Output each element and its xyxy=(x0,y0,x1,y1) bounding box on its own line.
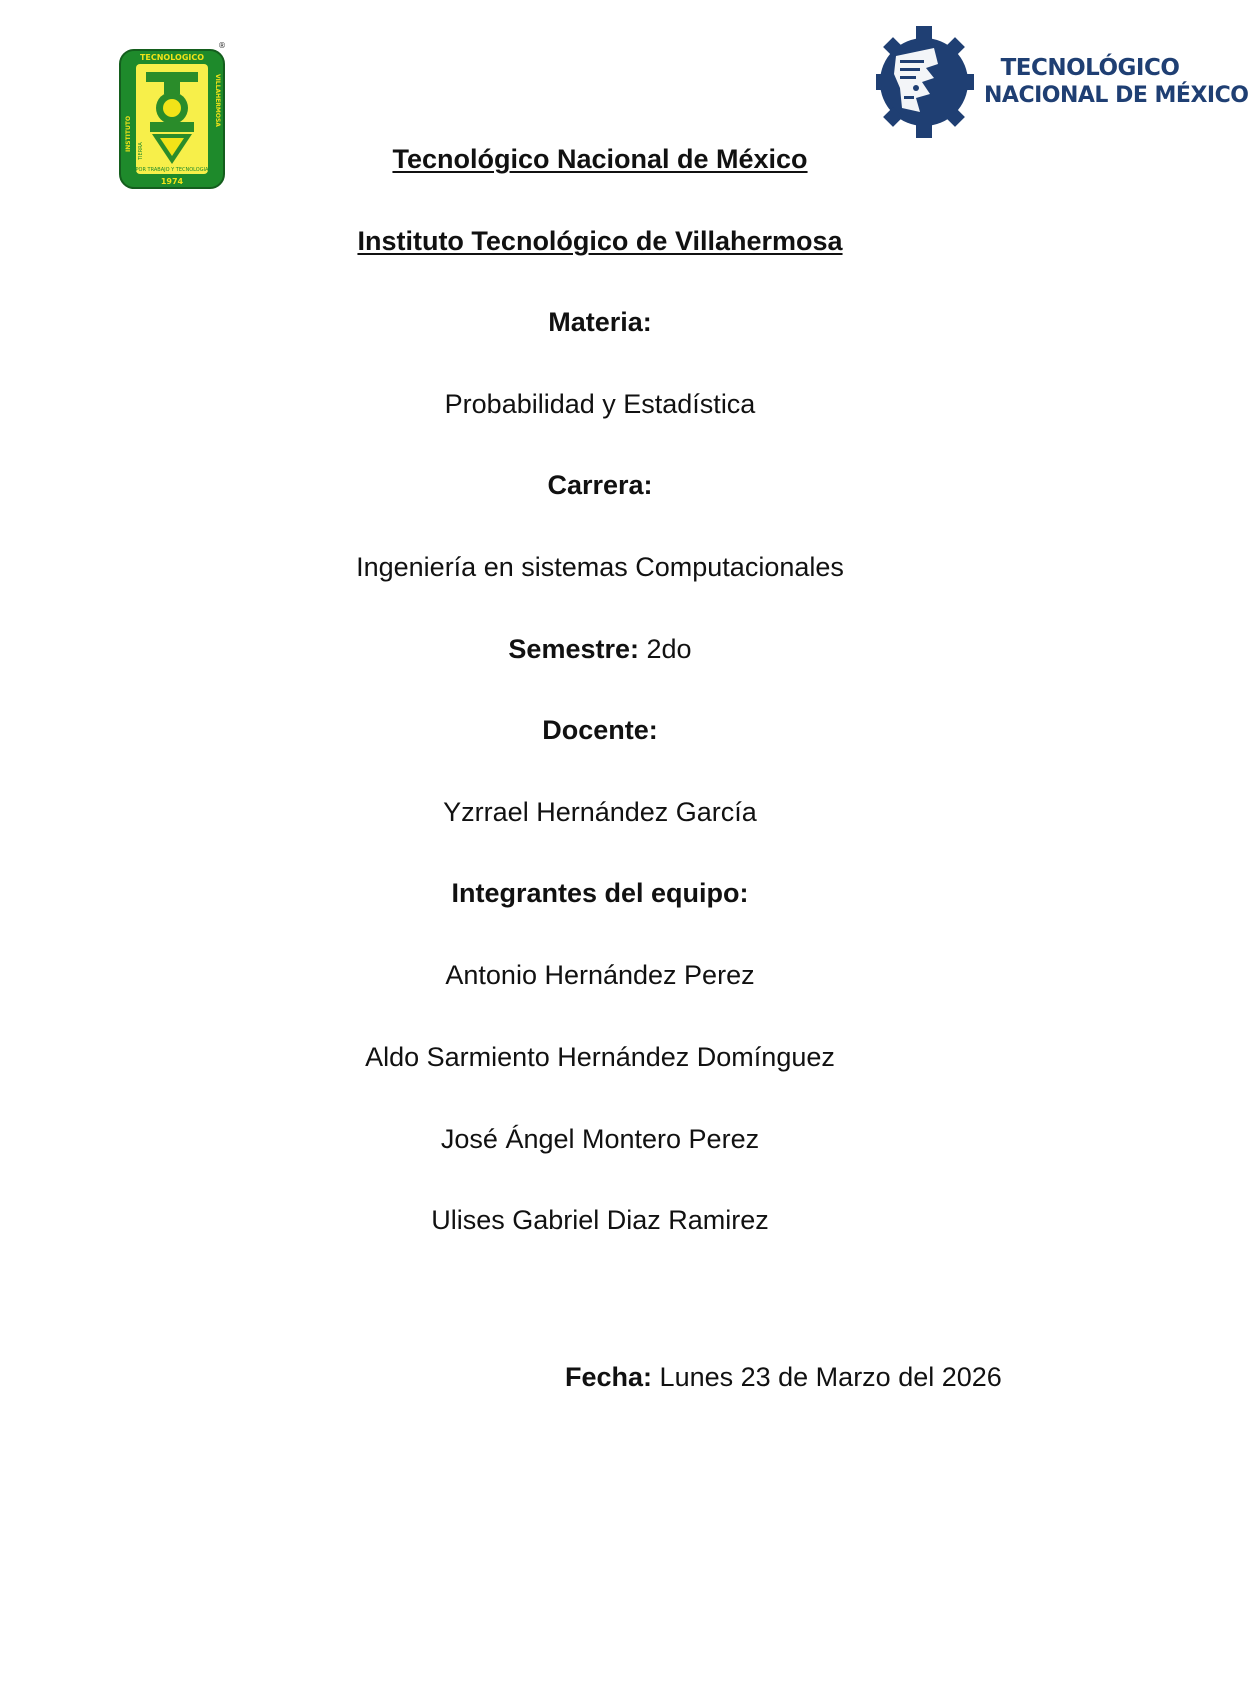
semestre-value: 2do xyxy=(646,634,692,664)
registered-mark: ® xyxy=(218,41,226,50)
badge-side-right-text: VILLAHERMOSA xyxy=(214,74,221,127)
fecha-value: Lunes 23 de Marzo del 2026 xyxy=(659,1362,1002,1392)
itvh-logo xyxy=(118,42,230,190)
fecha-line xyxy=(565,1360,1002,1394)
fecha-label: Fecha: xyxy=(565,1362,653,1392)
materia-label: Materia: xyxy=(548,307,652,337)
badge-motto-left-text: TIERRA xyxy=(138,142,144,160)
member-item: Ulises Gabriel Diaz Ramirez xyxy=(431,1205,769,1235)
equipo-label: Integrantes del equipo: xyxy=(451,878,749,908)
semestre-label: Semestre: xyxy=(508,634,639,664)
badge-top-text: TECNOLOGICO xyxy=(139,53,205,62)
carrera-label: Carrera: xyxy=(547,470,653,500)
materia-value: Probabilidad y Estadística xyxy=(444,389,756,419)
badge-side-left-text: INSTITUTO xyxy=(125,115,132,152)
member-item: Aldo Sarmiento Hernández Domínguez xyxy=(365,1042,835,1072)
itvh-badge-icon xyxy=(118,42,230,190)
gear-head-icon xyxy=(876,8,976,156)
campus-title: Instituto Tecnológico de Villahermosa xyxy=(357,226,843,256)
docente-value: Yzrrael Hernández García xyxy=(443,797,757,827)
brand-line-2: NACIONAL DE MÉXICO xyxy=(984,83,1248,108)
member-item: José Ángel Montero Perez xyxy=(440,1124,760,1154)
member-item: Antonio Hernández Perez xyxy=(445,960,755,990)
badge-year-text: 1974 xyxy=(160,177,184,186)
semestre-line xyxy=(300,632,900,666)
docente-label: Docente: xyxy=(542,715,658,745)
tecnm-brand-text xyxy=(984,54,1248,110)
brand-line-1: TECNOLÓGICO xyxy=(1000,55,1180,81)
tecnm-logo xyxy=(876,8,1248,156)
carrera-value: Ingeniería en sistemas Computacionales xyxy=(356,552,844,582)
institution-title: Tecnológico Nacional de México xyxy=(392,144,808,174)
badge-motto-text: POR TRABAJO Y TECNOLOGIA xyxy=(135,167,209,173)
